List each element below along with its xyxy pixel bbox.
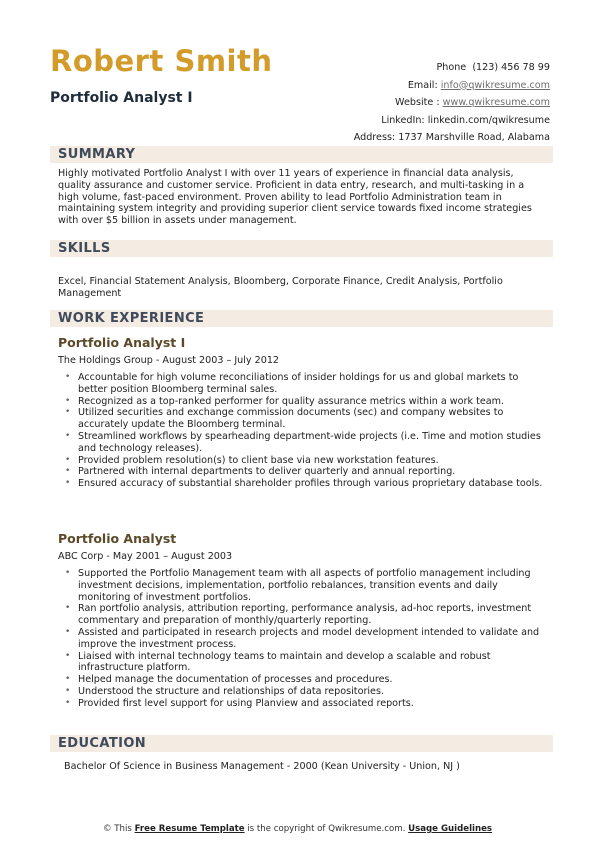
linkedin-label: LinkedIn: xyxy=(381,114,425,126)
list-item: • Streamlined workflows by spearheading department-wide projects (i.e. Time and motion studies and technology releases). xyxy=(78,431,548,455)
list-item: • Recognized as a top-ranked performer for quality assurance metrics within a work team. xyxy=(78,396,548,408)
website-link[interactable]: www.qwikresume.com xyxy=(442,97,550,109)
list-item: • Utilized securities and exchange commission documents (sec) and company websites to accurately update the Bloomberg terminal. xyxy=(78,407,548,431)
list-item: • Accountable for high volume reconciliations of insider holdings for us and global markets to better position Bloomberg terminal sales. xyxy=(78,372,548,396)
job-bullet-list xyxy=(78,568,548,710)
education-text: Bachelor Of Science in Business Management - 2000 (Kean University - Union, NJ ) xyxy=(64,761,460,772)
contact-email-row xyxy=(354,77,550,95)
job-company-dates: The Holdings Group - August 2003 – July 2012 xyxy=(58,355,280,366)
summary-section-header xyxy=(50,146,553,163)
free-resume-template-link[interactable]: Free Resume Template xyxy=(134,824,245,834)
list-item: • Supported the Portfolio Management team with all aspects of portfolio management including investment decisions, implementation, portfolio rebalances, transition events and daily monitoring of investment portfolios. xyxy=(78,568,548,603)
summary-heading: SUMMARY xyxy=(58,147,136,162)
usage-guidelines-link[interactable]: Usage Guidelines xyxy=(408,824,493,834)
list-item: • Understood the structure and relationships of data repositories. xyxy=(78,686,548,698)
education-section-header xyxy=(50,735,553,752)
list-item: • Ran portfolio analysis, attribution reporting, performance analysis, ad-hoc reports, investment commentary and preparation of monthly/quarterly reporting. xyxy=(78,603,548,627)
address-label: Address: xyxy=(353,132,396,144)
email-link[interactable]: info@qwikresume.com xyxy=(440,79,550,91)
contact-linkedin-row xyxy=(354,112,550,130)
list-item: • Provided first level support for using Planview and associated reports. xyxy=(78,698,548,710)
list-item: • Helped manage the documentation of processes and procedures. xyxy=(78,674,548,686)
experience-heading: WORK EXPERIENCE xyxy=(58,311,205,326)
email-label: Email: xyxy=(407,79,438,91)
footer xyxy=(0,824,595,834)
contact-address-row xyxy=(354,129,550,147)
linkedin-value: linkedin.com/qwikresume xyxy=(427,114,550,126)
phone-value: (123) 456 78 99 xyxy=(472,62,550,73)
summary-text: Highly motivated Portfolio Analyst I with over 11 years of experience in financial data analysis, quality assurance and customer service. Proficient in data entry, research, and multi-tasking in a high volume, fast-paced environment. Proven ability to lead Portfolio Administration team in maintaining system integrity and providing superior client service towards fixed income strategies with over $5 billion in assets under management. xyxy=(58,168,532,227)
candidate-role: Portfolio Analyst I xyxy=(50,90,193,106)
contact-block xyxy=(354,59,550,147)
list-item: • Provided problem resolution(s) to client base via new workstation features. xyxy=(78,455,548,467)
experience-section-header xyxy=(50,310,553,327)
list-item: • Partnered with internal departments to deliver quarterly and annual reporting. xyxy=(78,466,548,478)
job-company-dates: ABC Corp - May 2001 – August 2003 xyxy=(58,551,233,562)
skills-text: Excel, Financial Statement Analysis, Bloomberg, Corporate Finance, Credit Analysis, Portfolio Management xyxy=(58,276,503,299)
education-heading: EDUCATION xyxy=(58,736,147,751)
skills-heading: SKILLS xyxy=(58,241,111,256)
footer-middle: is the copyright of Qwikresume.com. xyxy=(247,824,406,834)
contact-website-row xyxy=(354,94,550,112)
website-label: Website : xyxy=(395,97,440,109)
list-item: • Liaised with internal technology teams to maintain and develop a scalable and robust infrastructure platform. xyxy=(78,651,548,675)
address-value: 1737 Marshville Road, Alabama xyxy=(398,132,550,144)
job-bullet-list xyxy=(78,372,548,490)
contact-phone-row xyxy=(354,59,550,77)
candidate-name: Robert Smith xyxy=(50,44,273,78)
list-item: • Ensured accuracy of substantial shareholder profiles through various proprietary database tools. xyxy=(78,478,548,490)
list-item: • Assisted and participated in research projects and model development intended to validate and improve the investment process. xyxy=(78,627,548,651)
job-title: Portfolio Analyst xyxy=(58,531,177,546)
phone-label: Phone xyxy=(436,62,467,73)
job-title: Portfolio Analyst I xyxy=(58,335,186,350)
skills-section-header xyxy=(50,240,553,257)
footer-prefix: © This xyxy=(102,824,132,834)
